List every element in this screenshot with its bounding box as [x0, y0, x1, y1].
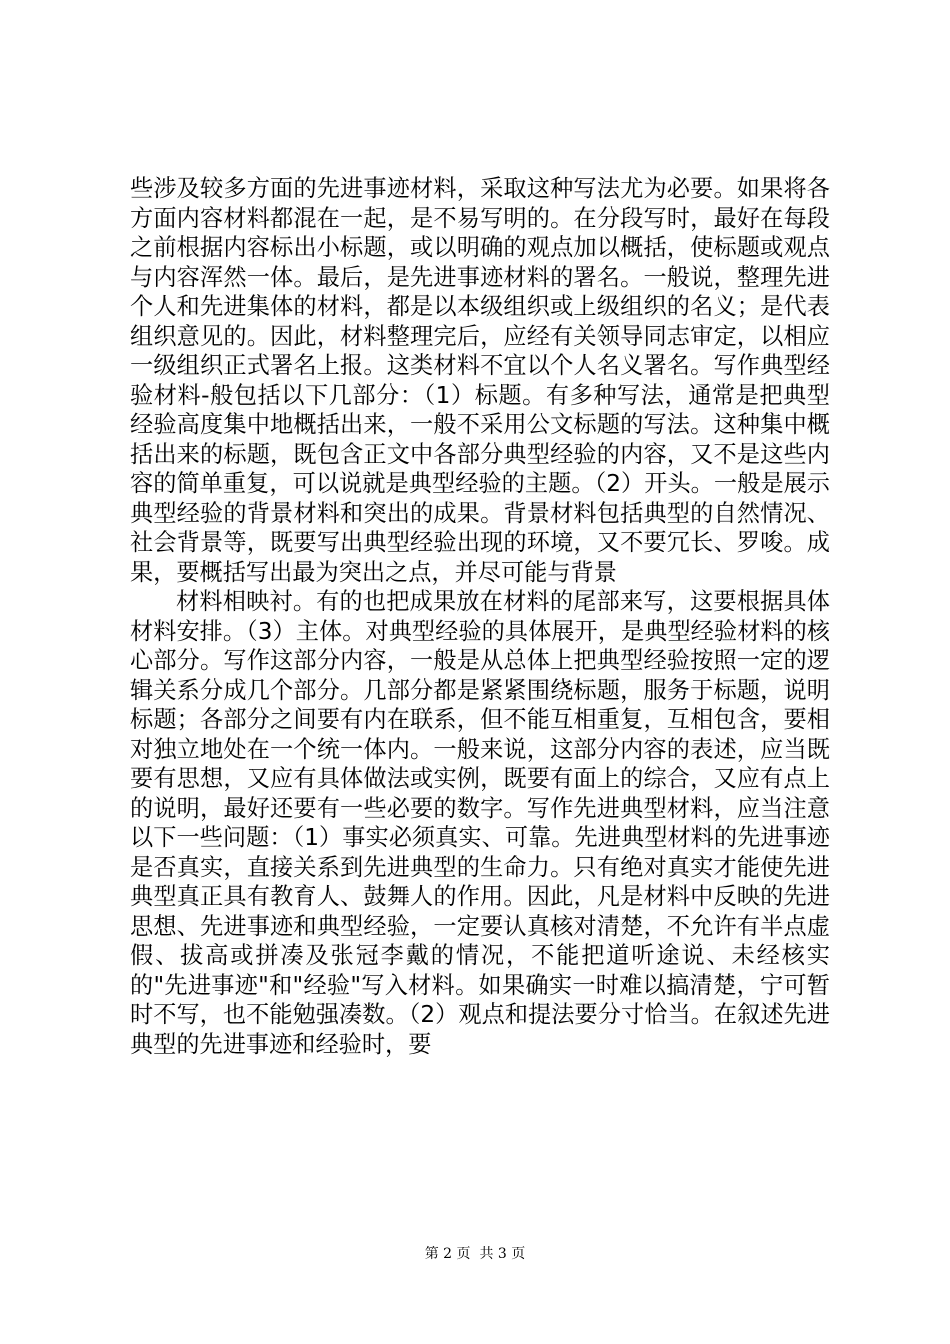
document-body [130, 174, 830, 1059]
body-paragraph-1: 些涉及较多方面的先进事迹材料，采取这种写法尤为必要。如果将各方面内容材料都混在一起，是不易写明的。在分段写时，最好在每段之前根据内容标出小标题，或以明确的观点加以概括，使标题或观点与内容浑然一体。最后，是先进事迹材料的署名。一般说，整理先进个人和先进集体的材料，都是以本级组织或上级组织的名义；是代表组织意见的。因此，材料整理完后，应经有关领导同志审定，以相应一级组织正式署名上报。这类材料不宜以个人名义署名。写作典型经验材料-般包括以下几部分：（1）标题。有多种写法，通常是把典型经验高度集中地概括出来，一般不采用公文标题的写法。这种集中概括出来的标题，既包含正文中各部分典型经验的内容，又不是这些内容的简单重复，可以说就是典型经验的主题。（2）开头。一般是展示典型经验的背景材料和突出的成果。背景材料包括典型的自然情况、社会背景等，既要写出典型经验出现的环境，又不要冗长、罗唆。成果，要概括写出最为突出之点，并尽可能与背景 [130, 175, 830, 586]
body-paragraph-2: 材料相映衬。有的也把成果放在材料的尾部来写，这要根据具体材料安排。（3）主体。对典型经验的具体展开，是典型经验材料的核心部分。写作这部分内容，一般是从总体上把典型经验按照一定的逻辑关系分成几个部分。几部分都是紧紧围绕标题，服务于标题，说明标题；各部分之间要有内在联系，但不能互相重复，互相包含，要相对独立地处在一个统一体内。一般来说，这部分内容的表述，应当既要有思想，又应有具体做法或实例，既要有面上的综合，又应有点上的说明，最好还要有一些必要的数字。写作先进典型材料，应当注意以下一些问题：（1）事实必须真实、可靠。先进典型材料的先进事迹是否真实，直接关系到先进典型的生命力。只有绝对真实才能使先进典型真正具有教育人、鼓舞人的作用。因此，凡是材料中反映的先进思想、先进事迹和典型经验，一定要认真核对清楚，不允许有半点虚假、拔高或拼凑及张冠李戴的情况，不能把道听途说、未经核实的"先进事迹"和"经验"写入材料。如果确实一时难以搞清楚，宁可暂时不写，也不能勉强凑数。（2）观点和提法要分寸恰当。在叙述先进典型的先进事迹和经验时，要 [130, 588, 830, 1058]
page-number-footer: 第 2 页 共 3 页 [424, 1246, 526, 1262]
